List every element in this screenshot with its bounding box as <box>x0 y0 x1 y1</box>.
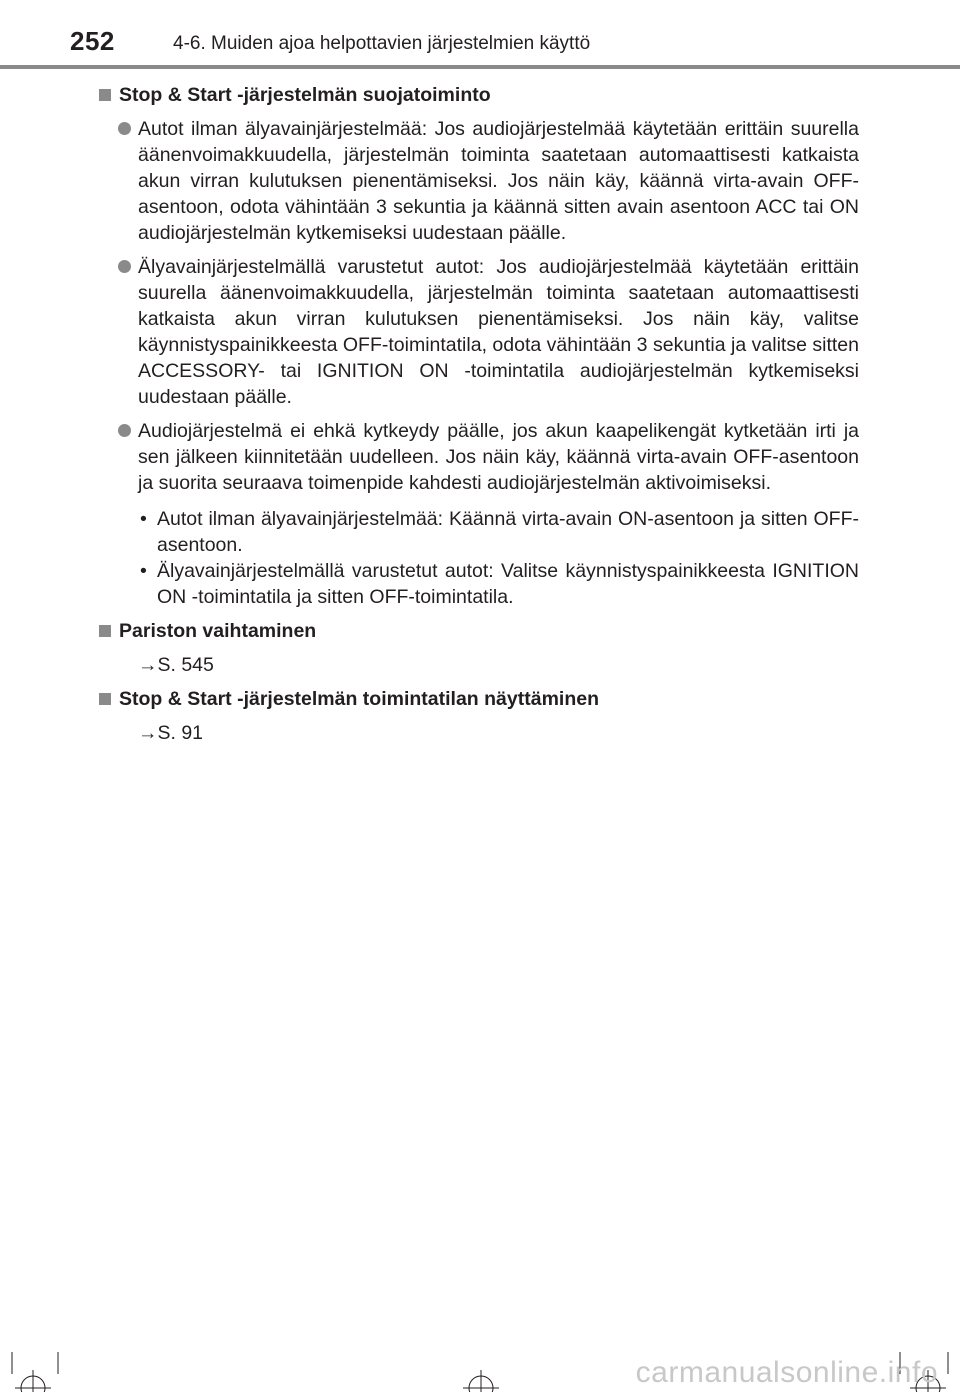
sub-bullet-item <box>97 558 859 610</box>
bullet-text: Älyavainjärjestelmällä varustetut autot: Jos audiojärjestelmää käytetään erittäin suurella äänenvoimakkuudella, järjestelmän toiminta saatetaan automaattisesti katkaista akun virran kulutuksen pienentämiseksi. Jos näin käy, valitse käynnistyspainikkeesta OFF-toimintatila, odota vähintään 3 sekuntia ja valitse sitten ACCESSORY- tai IGNITION ON -toimintatila audiojärjestelmän kytkemiseksi uudestaan päälle. <box>138 256 859 408</box>
main-content <box>97 82 859 754</box>
section-heading-text: Stop & Start -järjestelmän toimintatilan näyttäminen <box>119 688 599 710</box>
chapter-title: 4-6. Muiden ajoa helpottavien järjestelmien käyttö <box>173 33 591 54</box>
section-heading <box>97 618 859 644</box>
bullet-icon <box>118 424 131 437</box>
square-icon <box>99 693 111 705</box>
bullet-text: Audiojärjestelmä ei ehkä kytkeydy päälle, jos akun kaapelikengät kytketään irti ja sen jälkeen kiinnitetään uudelleen. Jos näin käy, käännä virta-avain OFF-asentoon ja suorita seuraava toimenpide kahdesti audiojärjestelmän aktivoimiseksi. <box>138 420 859 494</box>
sub-bullet-text: Autot ilman älyavainjärjestelmää: Käännä virta-avain ON-asentoon ja sitten OFF-asentoon. <box>157 508 859 556</box>
section-heading-text: Pariston vaihtaminen <box>119 620 317 642</box>
square-icon <box>99 625 111 637</box>
sub-bullet-marker: • <box>140 508 147 530</box>
sub-bullet-list <box>97 506 859 610</box>
section-heading <box>97 82 859 108</box>
page-reference[interactable]: →S. 91 <box>138 722 204 744</box>
header-rule <box>0 65 960 69</box>
section-heading-text: Stop & Start -järjestelmän suojatoiminto <box>119 84 491 106</box>
bullet-icon <box>118 122 131 135</box>
page-number: 252 <box>70 26 115 56</box>
bullet-icon <box>118 260 131 273</box>
section-heading <box>97 686 859 712</box>
bullet-text: Autot ilman älyavainjärjestelmää: Jos audiojärjestelmää käytetään erittäin suurella äänenvoimakkuudella, järjestelmän toiminta saatetaan automaattisesti katkaista akun virran kulutuksen pienentämiseksi. Jos näin käy, käännä virta-avain OFF-asentoon, odota vähintään 3 sekuntia ja käännä sitten avain asentoon ACC tai ON audiojärjestelmän kytkemiseksi uudestaan päälle. <box>138 118 859 244</box>
square-icon <box>99 89 111 101</box>
bullet-item <box>97 116 859 246</box>
page-reference[interactable]: →S. 545 <box>138 654 214 676</box>
watermark: carmanualsonline.info <box>635 1356 938 1389</box>
sub-bullet-item <box>97 506 859 558</box>
sub-bullet-marker: • <box>140 560 147 582</box>
bullet-item <box>97 418 859 496</box>
bullet-item <box>97 254 859 410</box>
sub-bullet-text: Älyavainjärjestelmällä varustetut autot: Valitse käynnistyspainikkeesta IGNITION ON -toimintatila ja sitten OFF-toimintatila. <box>157 560 859 608</box>
page-header <box>0 0 960 70</box>
